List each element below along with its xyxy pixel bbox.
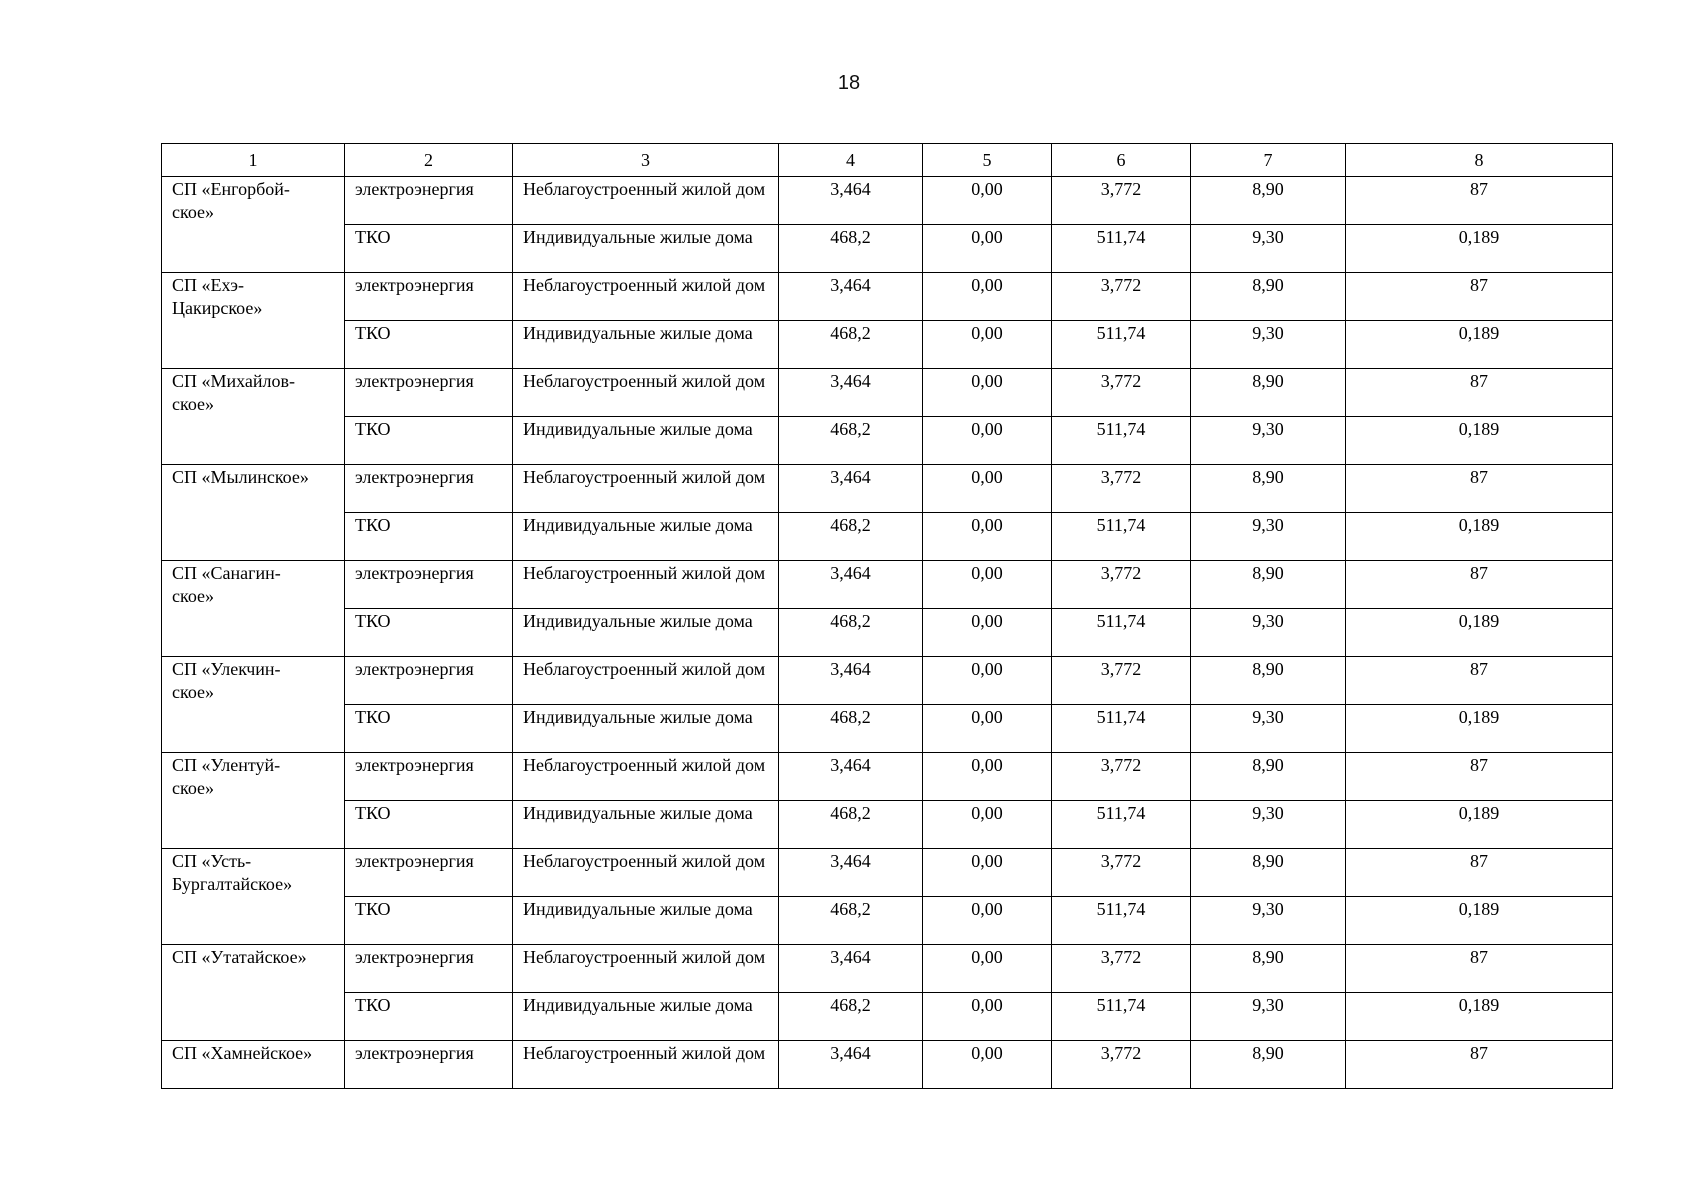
category-cell: Неблагоустроенный жилой дом [513,945,779,993]
value-cell-col8: 87 [1346,273,1613,321]
value-cell-col5: 0,00 [923,897,1052,945]
header-cell: 8 [1346,144,1613,177]
value-cell-col8: 87 [1346,657,1613,705]
table-row [162,225,1613,273]
value-cell-col7: 9,30 [1191,417,1346,465]
page-number: 18 [837,72,861,94]
category-cell: Неблагоустроенный жилой дом [513,753,779,801]
table-row [162,177,1613,225]
table-row [162,993,1613,1041]
resource-cell: электроэнергия [345,465,513,513]
category-cell: Неблагоустроенный жилой дом [513,369,779,417]
settlement-cell: СП «Санагин- ское» [162,561,345,657]
value-cell-col8: 0,189 [1346,801,1613,849]
value-cell-col8: 0,189 [1346,993,1613,1041]
value-cell-col5: 0,00 [923,609,1052,657]
value-cell-col5: 0,00 [923,801,1052,849]
value-cell-col8: 87 [1346,177,1613,225]
settlement-cell: СП «Улекчин- ское» [162,657,345,753]
category-cell: Индивидуальные жилые дома [513,801,779,849]
value-cell-col4: 3,464 [779,1041,923,1089]
table-row [162,417,1613,465]
value-cell-col5: 0,00 [923,465,1052,513]
table-row [162,849,1613,897]
resource-cell: ТКО [345,705,513,753]
value-cell-col7: 8,90 [1191,273,1346,321]
value-cell-col5: 0,00 [923,321,1052,369]
value-cell-col8: 0,189 [1346,417,1613,465]
header-row [162,144,1613,177]
resource-cell: электроэнергия [345,177,513,225]
value-cell-col6: 3,772 [1052,273,1191,321]
table-row [162,609,1613,657]
table-row [162,369,1613,417]
value-cell-col6: 511,74 [1052,417,1191,465]
value-cell-col4: 468,2 [779,609,923,657]
value-cell-col5: 0,00 [923,993,1052,1041]
value-cell-col5: 0,00 [923,225,1052,273]
table-row [162,1041,1613,1089]
value-cell-col8: 87 [1346,849,1613,897]
value-cell-col7: 8,90 [1191,561,1346,609]
value-cell-col6: 3,772 [1052,945,1191,993]
value-cell-col4: 3,464 [779,849,923,897]
header-cell: 1 [162,144,345,177]
value-cell-col7: 8,90 [1191,369,1346,417]
value-cell-col7: 8,90 [1191,465,1346,513]
settlement-cell: СП «Улентуй- ское» [162,753,345,849]
value-cell-col5: 0,00 [923,753,1052,801]
resource-cell: электроэнергия [345,753,513,801]
value-cell-col7: 9,30 [1191,801,1346,849]
settlement-cell: СП «Ехэ- Цакирское» [162,273,345,369]
value-cell-col6: 511,74 [1052,225,1191,273]
value-cell-col8: 0,189 [1346,705,1613,753]
header-cell: 2 [345,144,513,177]
value-cell-col4: 468,2 [779,705,923,753]
value-cell-col7: 9,30 [1191,321,1346,369]
value-cell-col4: 468,2 [779,321,923,369]
category-cell: Индивидуальные жилые дома [513,417,779,465]
data-table [161,143,1613,1089]
value-cell-col6: 3,772 [1052,465,1191,513]
resource-cell: ТКО [345,801,513,849]
value-cell-col5: 0,00 [923,177,1052,225]
value-cell-col6: 3,772 [1052,177,1191,225]
value-cell-col8: 87 [1346,1041,1613,1089]
value-cell-col8: 87 [1346,945,1613,993]
settlement-cell: СП «Михайлов- ское» [162,369,345,465]
value-cell-col6: 3,772 [1052,369,1191,417]
value-cell-col5: 0,00 [923,369,1052,417]
value-cell-col6: 3,772 [1052,849,1191,897]
value-cell-col6: 511,74 [1052,705,1191,753]
value-cell-col4: 468,2 [779,513,923,561]
value-cell-col4: 468,2 [779,897,923,945]
value-cell-col4: 3,464 [779,561,923,609]
table-row [162,897,1613,945]
table-row [162,657,1613,705]
category-cell: Неблагоустроенный жилой дом [513,177,779,225]
table-row [162,321,1613,369]
resource-cell: ТКО [345,417,513,465]
header-cell: 4 [779,144,923,177]
value-cell-col5: 0,00 [923,513,1052,561]
value-cell-col8: 87 [1346,465,1613,513]
table-row [162,801,1613,849]
value-cell-col7: 9,30 [1191,705,1346,753]
value-cell-col4: 3,464 [779,657,923,705]
resource-cell: электроэнергия [345,849,513,897]
settlement-cell: СП «Утатайское» [162,945,345,1041]
resource-cell: электроэнергия [345,369,513,417]
value-cell-col8: 0,189 [1346,897,1613,945]
value-cell-col8: 0,189 [1346,321,1613,369]
value-cell-col6: 511,74 [1052,513,1191,561]
settlement-cell: СП «Мылинское» [162,465,345,561]
category-cell: Неблагоустроенный жилой дом [513,849,779,897]
category-cell: Неблагоустроенный жилой дом [513,1041,779,1089]
value-cell-col4: 3,464 [779,465,923,513]
table-row [162,273,1613,321]
category-cell: Неблагоустроенный жилой дом [513,273,779,321]
table-row [162,465,1613,513]
value-cell-col7: 9,30 [1191,225,1346,273]
resource-cell: электроэнергия [345,945,513,993]
value-cell-col7: 8,90 [1191,753,1346,801]
value-cell-col7: 8,90 [1191,849,1346,897]
resource-cell: ТКО [345,993,513,1041]
category-cell: Индивидуальные жилые дома [513,609,779,657]
value-cell-col4: 3,464 [779,945,923,993]
header-cell: 7 [1191,144,1346,177]
category-cell: Неблагоустроенный жилой дом [513,465,779,513]
value-cell-col6: 3,772 [1052,753,1191,801]
settlement-cell: СП «Енгорбой- ское» [162,177,345,273]
value-cell-col6: 511,74 [1052,801,1191,849]
value-cell-col8: 0,189 [1346,513,1613,561]
value-cell-col4: 468,2 [779,417,923,465]
value-cell-col6: 3,772 [1052,657,1191,705]
value-cell-col7: 8,90 [1191,945,1346,993]
table-row [162,561,1613,609]
category-cell: Неблагоустроенный жилой дом [513,657,779,705]
value-cell-col7: 9,30 [1191,513,1346,561]
value-cell-col7: 9,30 [1191,609,1346,657]
resource-cell: ТКО [345,225,513,273]
value-cell-col4: 3,464 [779,369,923,417]
value-cell-col5: 0,00 [923,1041,1052,1089]
value-cell-col4: 3,464 [779,753,923,801]
resource-cell: электроэнергия [345,561,513,609]
header-cell: 6 [1052,144,1191,177]
value-cell-col5: 0,00 [923,849,1052,897]
resource-cell: ТКО [345,513,513,561]
value-cell-col8: 87 [1346,369,1613,417]
table-row [162,513,1613,561]
category-cell: Индивидуальные жилые дома [513,225,779,273]
resource-cell: ТКО [345,321,513,369]
resource-cell: ТКО [345,897,513,945]
value-cell-col7: 8,90 [1191,177,1346,225]
value-cell-col5: 0,00 [923,705,1052,753]
header-cell: 3 [513,144,779,177]
table-body [162,144,1613,1089]
value-cell-col5: 0,00 [923,561,1052,609]
resource-cell: электроэнергия [345,1041,513,1089]
value-cell-col5: 0,00 [923,657,1052,705]
value-cell-col4: 468,2 [779,225,923,273]
value-cell-col7: 8,90 [1191,1041,1346,1089]
category-cell: Индивидуальные жилые дома [513,321,779,369]
value-cell-col5: 0,00 [923,273,1052,321]
value-cell-col4: 468,2 [779,993,923,1041]
value-cell-col6: 511,74 [1052,321,1191,369]
category-cell: Индивидуальные жилые дома [513,705,779,753]
value-cell-col4: 468,2 [779,801,923,849]
value-cell-col6: 511,74 [1052,609,1191,657]
value-cell-col5: 0,00 [923,945,1052,993]
value-cell-col4: 3,464 [779,273,923,321]
value-cell-col7: 9,30 [1191,897,1346,945]
resource-cell: электроэнергия [345,273,513,321]
value-cell-col8: 87 [1346,753,1613,801]
header-cell: 5 [923,144,1052,177]
value-cell-col7: 9,30 [1191,993,1346,1041]
value-cell-col8: 0,189 [1346,609,1613,657]
value-cell-col8: 0,189 [1346,225,1613,273]
settlement-cell: СП «Хамнейское» [162,1041,345,1089]
value-cell-col8: 87 [1346,561,1613,609]
value-cell-col5: 0,00 [923,417,1052,465]
resource-cell: ТКО [345,609,513,657]
category-cell: Индивидуальные жилые дома [513,993,779,1041]
value-cell-col6: 511,74 [1052,993,1191,1041]
category-cell: Индивидуальные жилые дома [513,897,779,945]
value-cell-col7: 8,90 [1191,657,1346,705]
table-row [162,753,1613,801]
value-cell-col6: 3,772 [1052,561,1191,609]
category-cell: Индивидуальные жилые дома [513,513,779,561]
resource-cell: электроэнергия [345,657,513,705]
table-row [162,705,1613,753]
value-cell-col6: 3,772 [1052,1041,1191,1089]
value-cell-col4: 3,464 [779,177,923,225]
category-cell: Неблагоустроенный жилой дом [513,561,779,609]
table-row [162,945,1613,993]
value-cell-col6: 511,74 [1052,897,1191,945]
settlement-cell: СП «Усть- Бургалтайское» [162,849,345,945]
